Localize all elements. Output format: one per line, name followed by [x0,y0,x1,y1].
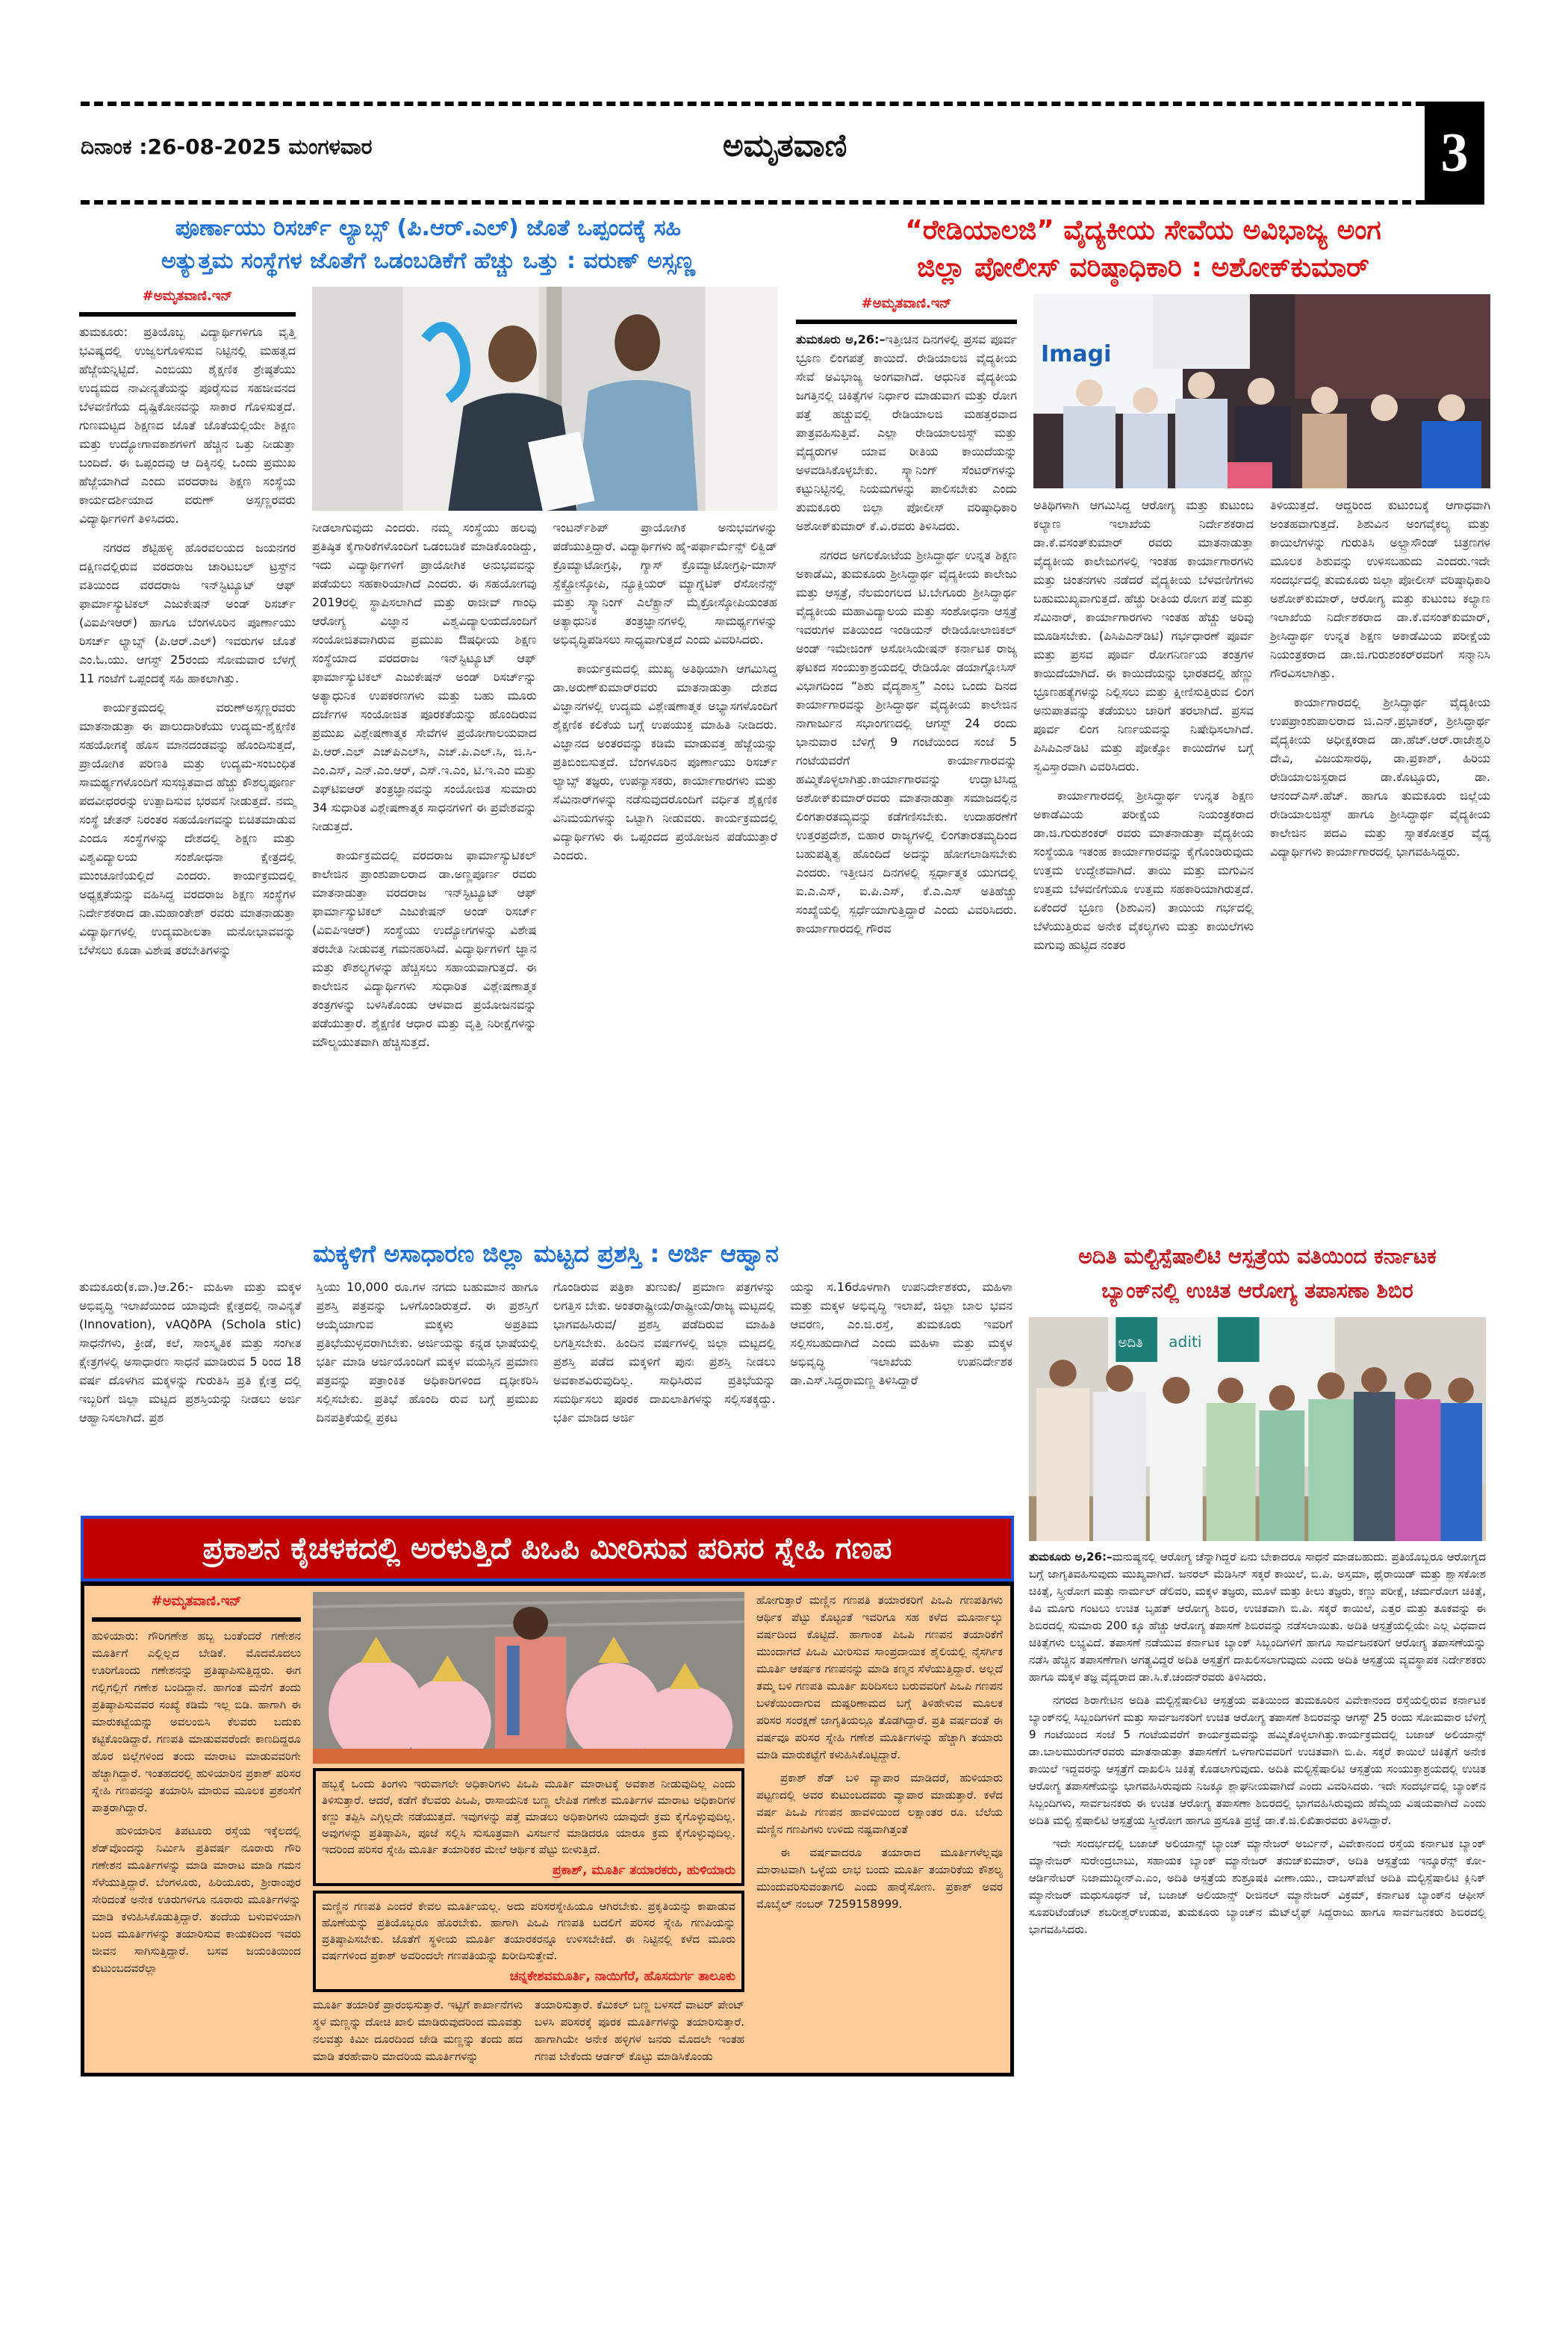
ganapa-p5: ಈ ವರ್ಷವಾದರೂ ತಯಾರಾದ ಮೂರ್ತಿಗಳೆಲ್ಲವೂ ಮಾರಾಟವಾಗಿ ಒಳ್ಳೆಯ ಲಾಭ ಬಂದು ಮೂರ್ತಿ ತಯಾರಿಕೆಯ ಕೌಶಲ್ಯ ಮುಂದುವರಿಸುವಂತಾಗಲಿ ಎಂದು ಹಾರೈಸೋಣ. ಪ್ರಕಾಶ್ ಅವರ ಮೊಬೈಲ್ ನಂಬರ್ 7259158999. [756,1846,1003,1911]
ganapa-mid-columns [313,1997,744,2065]
radiology-p1 [796,330,1017,535]
purnayu-right-block [312,287,777,1062]
svg-text:Imagi: Imagi [1041,341,1112,367]
aditi-p1 [1029,1549,1486,1686]
radiology-tag: #ಅಮೃತವಾಣಿ.ಇನ್ [861,296,952,311]
aditi-sign-kannada: ಅದಿತಿ [1118,1335,1143,1351]
award-column-3: ಗೊಂಡಿರುವ ಪತ್ರಿಕಾ ತುಣುಕು/ ಪ್ರಮಾಣ ಪತ್ರಗಳನ್ನು ಲಗತ್ತಿಸ ಬೇಕು. ಅಂತರಾಷ್ಟ್ರೀಯ/ರಾಷ್ಟ್ರೀಯ/ರಾಜ್ಯ ಮಟ್ಟದಲ್ಲಿ ಭಾಗವಹಿಸಿರುವ/ ಪ್ರಶಸ್ತಿ ಪಡೆದಿರುವ ಮಾಹಿತಿ ಲಗತ್ತಿಸಬೇಕು. ಹಿಂದಿನ ವರ್ಷಗಳಲ್ಲಿ ಜಿಲ್ಲಾ ಮಟ್ಟದಲ್ಲಿ ಪ್ರಶಸ್ತಿ ಪಡೆದ ಮಕ್ಕಳಿಗೆ ಪುನಃ ಪ್ರಶಸ್ತಿ ನೀಡಲು ಅವಕಾಶವಿರುವುದಿಲ್ಲ. ಸಾಧಿಸಿರುವ ಪ್ರತಿಭೆಯನ್ನು ಸಮರ್ಥಿಸಲು ಪೂರಕ ದಾಖಲಾತಿಗಳನ್ನು ಸಲ್ಲಿಸತಕ್ಕದ್ದು. ಭರ್ತಿ ಮಾಡಿದ ಅರ್ಜಿ [553,1280,776,1425]
purnayu-p6: ಇಂಟರ್ನ್‌ಶಿಪ್ ಪ್ರಾಯೋಗಿಕ ಅನುಭವಗಳನ್ನು ಪಡೆಯುತ್ತಿದ್ದಾರೆ. ವಿದ್ಯಾರ್ಥಿಗಳು ಹೈ-ಪರ್ಫಾರ್ಮೆನ್ಸ್ ಲಿಕ್ವಿಡ್ ಕ್ರೊಮ್ಯಾಟೋಗ್ರಫಿ, ಗ್ಯಾಸ್ ಕ್ರೊಮ್ಯಾಟೋಗ್ರಫಿ-ಮಾಸ್ ಸ್ಪೆಕ್ಟ್ರೋಸ್ಕೋಪಿ, ನ್ಯೂಕ್ಲಿಯರ್ ಮ್ಯಾಗ್ನೆಟಿಕ್ ರೆಸೋನೆನ್ಸ್ ಮತ್ತು ಸ್ಕ್ಯಾನಿಂಗ್ ಎಲೆಕ್ಟ್ರಾನ್ ಮೈಕ್ರೋಸ್ಕೋಪಿಯಂತಹ ಅತ್ಯಾಧುನಿಕ ತಂತ್ರಜ್ಞಾನಗಳಲ್ಲಿ ಸಾಮರ್ಥ್ಯಗಳನ್ನು ಅಭಿವೃದ್ಧಿಪಡಿಸಲು ಸಾಧ್ಯವಾಗುತ್ತದೆ ಎಂದು ವಿವರಿಸಿದರು. [553,520,777,647]
ganapa-tag: #ಅಮೃತವಾಣಿ.ಇನ್ [151,1593,242,1609]
aditi-headline-line1: ಅದಿತಿ ಮಲ್ಟಿಸ್ಪೆಷಾಲಿಟಿ ಆಸ್ಪತ್ರೆಯ ವತಿಯಿಂದ ಕರ್ನಾಟಕ [1078,1244,1437,1269]
aditi-p3: ಇದೇ ಸಂದರ್ಭದಲ್ಲಿ ಬಜಾಜ್ ಅಲಿಯಾನ್ಸ್ ಬ್ಯಾಂಚ್ ಮ್ಯಾನೇಜರ್ ಅರ್ಜುನ್, ವಿವೇಕಾನಂದ ರಸ್ತೆಯ ಕರ್ನಾಟಕ ಬ್ಯಾಂಕ್ ಮ್ಯಾನೇಜರ್ ಸುರೇಂದ್ರಬಾಬು, ಸಹಾಯಕ ಬ್ಯಾಂಕ್ ಮ್ಯಾನೇಜರ್ ತನುಜ್‌ಕುಮಾರ್, ಅದಿತಿ ಆಸ್ಪತ್ರೆಯ ಇನ್ಶೂರೆನ್ಸ್ ಕೋ-ಆರ್ಡಿನೇಟರ್ ನಿಜಾಮುದ್ದೀನ್‌ಎ.ಎಂ, ಅದಿತಿ ಆಸ್ಪತ್ರೆಯ ಶುಶ್ರೂಷಕಿ ವೀಣಾ.ಯು., ದಾಬಸ್‌ಪೇಟೆ ಅದಿತಿ ಮಲ್ಟಿಸ್ಪೆಷಾಲಿಟಿ ಕ್ಲಿನಿಕ್ ಮ್ಯಾನೇಜರ್ ಮಧುಸೂಧನ್ ಜೆ, ಬಜಾಜ್ ಅಲಿಯಾನ್ಸ್ ರೀಜಿನಲ್ ಮ್ಯಾನೇಜರ್ ವಿಕ್ರಮ್, ಕರ್ನಾಟಕ ಬ್ಯಾಂಕ್‌ನ ಆಫೀಸ್ ಸೂಪರಿಟೆಂಡೆಂಟ್ ಶಬರೀಶ್ವರ್‌ಉಡುಪ, ತುಮಕೂರು ಬ್ಯಾಂಚ್‌ನ ಮೆಟ್‌ಲೈಫ್ ಸಿದ್ದರಾಜು ಹಾಗೂ ಸಾರ್ವಜನಕರು ಶಿಬಿರದಲ್ಲಿ ಭಾಗವಹಿಸಿದರು. [1029,1837,1486,1936]
radiology-headline-line1: “ರೇಡಿಯಾಲಜಿ” ವೈದ್ಯಕೀಯ ಸೇವೆಯ ಅವಿಭಾಜ್ಯ ಅಂಗ [905,215,1381,246]
purnayu-tag: #ಅಮೃತವಾಣಿ.ಇನ್ [142,288,233,304]
ganapa-quote-prakash [313,1768,744,1886]
ganapa-column-right [756,1592,1003,2065]
radiology-p5: ತಿಳಿಯುತ್ತದೆ. ಆದ್ದರಿಂದ ಕುಟುಂಬಕ್ಕೆ ಆಗಾಧವಾಗಿ ಅಂತಹವಾಗುತ್ತದೆ. ಶಿಶುವಿನ ಅಂಗವೈಕಲ್ಯ ಮತ್ತು ಕಾಯಿಲೆಗಳನ್ನು ಗುರುತಿಸಿ ಅಲ್ಟ್ರಾಸೌಂಡ್ ಚಿತ್ರಣಗಳ ಮೂಲಕ ಶಿಶುವನ್ನು ಉಳಿಸಬಹುದು ಎಂದರು.ಇದೇ ಸಂದರ್ಭದಲ್ಲಿ ತುಮಕೂರು ಜಿಲ್ಲಾ ಪೋಲೀಸ್ ವರಿಷ್ಠಾಧಿಕಾರಿ ಅಶೋಕ್‌ಕುಮಾರ್, ಆರೋಗ್ಯ ಮತ್ತು ಕುಟುಂಬ ಕಲ್ಯಾಣ ಇಲಾಖೆಯ ನಿರ್ದೇಶಕರಾದ ಡಾ.ಕೆ.ವಸಂತ್‌ಕುಮಾರ್, ಶ್ರೀಸಿದ್ಧಾರ್ಥ ಉನ್ನತ ಶಿಕ್ಷಣ ಅಕಾಡೆಮಿಯ ಪರೀಕ್ಷೆಯ ನಿಯಂತ್ರಕರಾದ ಡಾ.ಜಿ.ಗುರುಶಂಕರ್‌ರವರಿಗೆ ಸನ್ಮಾನಿಸಿ ಗೌರವಿಸಲಾಗಿತ್ತು. [1270,498,1490,680]
award-body [79,1278,1012,1427]
purnayu-mou-photo [312,287,777,511]
radiology-lower-columns [1033,496,1490,965]
page-number-box: 3 [1425,102,1484,205]
masthead-dashed-rule-bottom [81,200,1425,205]
purnayu-headline [79,212,777,278]
award-column-2: ಸ್ತಿಯು 10,000 ರೂ.ಗಳ ನಗದು ಬಹುಮಾನ ಹಾಗೂ ಪ್ರಶಸ್ತಿ ಪತ್ರವನ್ನು ಒಳಗೊಂಡಿರುತ್ತದೆ. ಈ ಪ್ರಶಸ್ತಿಗೆ ಆಯ್ಕೆಯಾಗುವ ಮಕ್ಕಳು ಅಪ್ರತಿಮ ಪ್ರತಿಭೆಯುಳ್ಳವರಾಗಿಬೇಕು. ಅರ್ಜಿಯನ್ನು ಕನ್ನಡ ಭಾಷೆಯಲ್ಲಿ ಭರ್ತಿ ಮಾಡಿ ಅರ್ಜಿಯೊಂದಿಗೆ ಮಕ್ಕಳ ವಯಸ್ಸಿನ ಪ್ರಮಾಣ ಪತ್ರವನ್ನು ಪತ್ರಾಂಕಿತ ಅಧಿಕಾರಿಗಳಿಂದ ದೃಢೀಕರಿಸಿ ಸಲ್ಲಿಸಬೇಕು. ಪ್ರತಿಭೆ ಹೊಂದಿ ರುವ ಬಗ್ಗೆ ಪ್ರಮುಖ ದಿನಪತ್ರಿಕೆಯಲ್ಲಿ ಪ್ರಕಟ [316,1280,538,1425]
ganapa-p4: ಪ್ರಕಾಶ್ ಶೆಡ್ ಬಳಿ ವ್ಯಾಪಾರ ಮಾಡಿದರೆ, ಹುಳಿಯಾರು ಪಟ್ಟಣದಲ್ಲಿ ಅವರ ಕುಟುಂಬದವರು ವ್ಯಾಪಾರ ಮಾಡುತ್ತಾರೆ. ಕಳೆದ ವರ್ಷ ಪಿಒಪಿ ಗಣಪನ ಹಾವಳಿಯಿಂದ ಲಕ್ಷಾಂತರ ರೂ. ಬೆಲೆಯ ಮಣ್ಣಿನ ಗಣಪಿಗಳು ಉಳಿದು ನಷ್ಟವಾಗಿತ್ತಂತೆ [756,1771,1003,1836]
purnayu-column-1 [79,287,296,970]
award-column-4: ಯನ್ನು ಸ.16ರೊಳಗಾಗಿ ಉಪನಿರ್ದೇಶಕರು, ಮಹಿಳಾ ಮತ್ತು ಮಕ್ಕಳ ಅಭಿವೃದ್ಧಿ ಇಲಾಖೆ, ಜಿಲ್ಲಾ ಬಾಲ ಭವನ ಆವರಣ, ಎಂ.ಜಿ.ರಸ್ತೆ, ತುಮಕೂರು ಇವರಿಗೆ ಸಲ್ಲಿಸಬಹುದಾಗಿದೆ ಎಂದು ಮಹಿಳಾ ಮತ್ತು ಮಕ್ಕಳ ಅಭಿವೃದ್ಧಿ ಇಲಾಖೆಯ ಉಪನಿರ್ದೇಶಕ ಡಾ.ಎಸ್.ಸಿದ್ದರಾಮಣ್ಣ ತಿಳಿಸಿದ್ದಾರೆ [790,1280,1012,1387]
aditi-body [1029,1549,1486,1938]
radiology-column-2 [1033,496,1254,965]
radiology-headline-line2: ಜಿಲ್ಲಾ ಪೋಲೀಸ್ ವರಿಷ್ಠಾಧಿಕಾರಿ : ಅಶೋಕ್‌ಕುಮಾರ್ [917,252,1369,283]
award-article [79,1236,1012,1427]
radiology-right-block [1033,294,1490,965]
purnayu-p2: ನಗರದ ಶೆಟ್ಟಿಹಳ್ಳಿ ಹೊರವಲಯದ ಜಯನಗರ ದಕ್ಷಿಣದಲ್ಲಿರುವ ವರದರಾಜ ಚಾರಿಟಬಲ್ ಟ್ರಸ್ಟ್‌ನ ವತಿಯಿಂದ ವರದರಾಜ ಇನ್‌ಸ್ಟಿಟ್ಯೂಟ್ ಆಫ್ ಫಾರ್ಮಾಸ್ಯುಟಿಕಲ್ ಎಜುಕೇಷನ್ ಅಂಡ್ ರಿಸರ್ಚ್ (ವಿಐಪಿಇಆರ್) ಹಾಗೂ ಬೆಂಗಳೂರಿನ ಪೂರ್ಣಾಯು ರಿಸರ್ಚ್ ಲ್ಯಾಬ್ಸ್ (ಪಿ.ಆರ್.ಎಲ್) ಇವರುಗಳ ಜೊತೆ ಎಂ.ಓ.ಯು. ಆಗಸ್ಟ್ 25ರಂದು ಸೋಮವಾರ ಬೆಳಗ್ಗೆ 11 ಗಂಟೆಗೆ ಒಪ್ಪಂದಕ್ಕೆ ಸಹಿ ಹಾಕಲಾಗಿತ್ತು. [79,541,296,685]
purnayu-body [79,287,777,1062]
quote-prakash-text: ಹಬ್ಬಕ್ಕೆ ಒಂದು ತಿಂಗಳು ಇರುವಾಗಲೇ ಅಧಿಕಾರಿಗಳು ಪಿಒಪಿ ಮೂರ್ತಿ ಮಾರಾಟಕ್ಕೆ ಅವಕಾಶ ನೀಡುವುದಿಲ್ಲ ಎಂದು ತಿಳಿಸುತ್ತಾರೆ. ಆದರೆ, ಕಡೆಗೆ ಕೆಲವರು ಪಿಒಪಿ, ರಾಸಾಯನಿಕ ಬಣ್ಣ ಲೇಪಿತ ಗಣೇಶ ಮೂರ್ತಿಗಳ ಮಾರಾಟ ಅಧಿಕಾರಿಗಳ ಕಣ್ಣು ತಪ್ಪಿಸಿ ಎಗ್ಗಿಲ್ಲದೇ ನಡೆಯುತ್ತದೆ. ಇವುಗಳನ್ನು ಪತ್ತೆ ಮಾಡಲು ಅಧಿಕಾರಿಗಳು ಯಾವುದೇ ಕ್ರಮ ಕೈಗೊಳ್ಳುವುದಿಲ್ಲ. ಅವುಗಳನ್ನು ಪ್ರತಿಷ್ಠಾಪಿಸಿ, ಪೂಜೆ ಸಲ್ಲಿಸಿ ಸುಸೂತ್ರವಾಗಿ ವಿಸರ್ಜನೆ ಮಾಡಿದರೂ ಯಾರೂ ಕ್ರಮ ಕೈಗೊಳ್ಳುವುದಿಲ್ಲ. ಇದರಿಂದ ಪರಿಸರ ಸ್ನೇಹಿ ಮೂರ್ತಿ ತಯಾರಿಕರ ಮೇಲೆ ಆರ್ಥಿಕ ಪೆಟ್ಟು ಬೀಳುತ್ತಿದೆ. [322,1777,735,1856]
ganapa-column-mid-b: ತಯಾರಿಸುತ್ತಾರೆ. ಕೆಮಿಕಲ್ ಬಣ್ಣ ಬಳಸದೆ ವಾಟರ್ ಪೇಂಟ್ ಬಳಸಿ ಪರಿಸರಕ್ಕೆ ಪೂರಕ ಮೂರ್ತಿಗಳನ್ನು ತಯಾರಿಸುತ್ತಾರೆ. ಹಾಗಾಗಿಯೇ ಅನೇಕ ಹಳ್ಳಿಗಳ ಜನರು ಮೊದಲೇ ಇಂತಹ ಗಣಪ ಬೇಕೆಂದು ಆರ್ಡರ್ ಕೊಟ್ಟು ಮಾಡಿಸಿಕೊಂಡು [535,1998,744,2063]
award-headline: ಮಕ್ಕಳಿಗೆ ಅಸಾಧಾರಣ ಜಿಲ್ಲಾ ಮಟ್ಟದ ಪ್ರಶಸ್ತಿ : ಅರ್ಜಿ ಆಹ್ವಾನ [313,1239,779,1268]
radiology-p6: ಕಾರ್ಯಾಗಾರದಲ್ಲಿ ಶ್ರೀಸಿದ್ಧಾರ್ಥ ವೈದ್ಯಕೀಯ ಉಪಪ್ರಾಂಶುಪಾಲರಾದ ಜಿ.ಎನ್.ಪ್ರಭಾಕರ್, ಶ್ರೀಸಿದ್ಧಾರ್ಥ ವೈದ್ಯಕೀಯ ಅಧೀಕ್ಷಕರಾದ ಡಾ.ಹೆಚ್.ಆರ್.ರಾಜೇಶ್ವರಿ ದೇವಿ, ವಿಜಯಸಾರಥಿ, ಡಾ.ಪ್ರಕಾಶ್, ಹಿರಿಯ ರೇಡಿಯಾಲಜಿಸ್ಟರಾದ ಡಾ.ಕೊಟ್ಟೂರು, ಡಾ. ಆನಂದ್‌ಎಸ್.ಹೆಚ್. ಹಾಗೂ ತುಮಕೂರು ಜಿಲ್ಲೆಯ ರೇಡಿಯಾಲಜಿಸ್ಟ್ ಹಾಗೂ ಶ್ರೀಸಿದ್ಧಾರ್ಥ ವೈದ್ಯಕೀಯ ಕಾಲೇಜಿನ ಪದವಿ ಮತ್ತು ಸ್ನಾತಕೋತ್ತರ ವೈದ್ಯ ವಿದ್ಯಾರ್ಥಿಗಳು ಕಾರ್ಯಾಗಾರದಲ್ಲಿ ಭಾಗವಹಿಸಿದ್ದರು. [1270,695,1490,859]
masthead-dashed-rule-top [81,102,1425,106]
radiology-column-3 [1270,496,1490,871]
aditi-camp-photo [1029,1317,1486,1541]
ganapa-column-left [92,1592,301,2065]
radiology-headline [796,212,1490,287]
award-column-1: ತುಮಕೂರು(ಕ.ವಾ.)ಆ.26:- ಮಹಿಳಾ ಮತ್ತು ಮಕ್ಕಳ ಅಭಿವೃದ್ಧಿ ಇಲಾಖೆಯಿಂದ ಯಾವುದೇ ಕ್ಷೇತ್ರದಲ್ಲಿ ನಾವಿನ್ಯತೆ (Innovation), vAQðPA (Schola stic) ಸಾಧನೆಗಳು, ಕ್ರೀಡೆ, ಕಲೆ, ಸಾಂಸ್ಕೃತಿಕ ಮತ್ತು ಸಂಗೀತ ಕ್ಷೇತ್ರಗಳಲ್ಲಿ ಅಸಾಧಾರಣ ಸಾಧನೆ ಮಾಡಿರುವ 5 ರಿಂದ 18 ವರ್ಷ ದೊಳಗಿನ ಮಕ್ಕಳನ್ನು ಗುರುತಿಸಿ ಪ್ರತಿ ಕ್ಷೇತ್ರ ದಲ್ಲಿ ಇಬ್ಬರಿಗೆ ಜಿಲ್ಲಾ ಮಟ್ಟದ ಪ್ರಶಸ್ತಿಯನ್ನು ನೀಡಲು ಅರ್ಜಿ ಆಹ್ವಾನಿಸಲಾಗಿದೆ. ಪ್ರಶ [79,1280,302,1425]
tag-rule [79,312,296,317]
aditi-dateline: ತುಮಕೂರು ಅ,26:– [1029,1550,1113,1564]
purnayu-p3: ಕಾರ್ಯಕ್ರಮದಲ್ಲಿ ವರುಣ್‌ಅಸ್ಸಣ್ಣರವರು ಮಾತನಾಡುತ್ತಾ ಈ ಪಾಲುದಾರಿಕೆಯು ಉದ್ಯಮ-ಶೈಕ್ಷಣಿಕ ಸಹಯೋಗಕ್ಕೆ ಹೊಸ ಮಾನದಂಡವನ್ನು ಹೊಂದಿಸುತ್ತದೆ, ಪ್ರಾಯೋಗಿಕ ಪರಿಣತಿ ಮತ್ತು ಉದ್ಯಮ-ಸಂಬಂಧಿತ ಸಾಮರ್ಥ್ಯಗಳೊಂದಿಗೆ ಸುಸಜ್ಜಿತವಾದ ಹೆಚ್ಚು ಕೌಶಲ್ಯಪೂರ್ಣ ಪದವೀಧರರನ್ನು ಉತ್ಪಾದಿಸುವ ಭರವಸೆ ನೀಡುತ್ತದೆ. ನಮ್ಮ ಸಂಸ್ಥೆ ಚೇತನ್ ನಿರಂತರ ಸಹಯೋಗವನ್ನು ಬಿಚಿತಮಾಡುವ ಎಂದೂ ಸಂಸ್ಥೆಗಳನ್ನು ದೇಶದಲ್ಲಿ ಶಿಕ್ಷಣ ಮತ್ತು ವಿಶ್ವವಿದ್ಯಾಲಯ ಸಂಶೋಧನಾ ಕ್ಷೇತ್ರದಲ್ಲಿ ಮುಂಚೂಣಿಯಲ್ಲಿದೆ ಎಂದರು. ಕಾರ್ಯಕ್ರಮದಲ್ಲಿ ಅಧ್ಯಕ್ಷತೆಯನ್ನು ವಹಿಸಿದ್ದ ವರದರಾಜ ಶಿಕ್ಷಣ ಸಂಸ್ಥೆಗಳ ನಿರ್ದೇಶಕರಾದ ಡಾ.ಮಹಾಂತೇಶ್ ರವರು ಮಾತನಾಡುತ್ತಾ ವಿದ್ಯಾರ್ಥಿಗಳಲ್ಲಿ ಉದ್ಯಮಶೀಲತಾ ಮನೋಭಾವವನ್ನು ಬೆಳೆಸಲು ಕೂಡಾ ವಿಶೇಷ ತರಬೇತಿಗಳನ್ನು [79,700,296,957]
masthead [81,102,1425,205]
radiology-body [796,294,1490,965]
ganapa-p3: ಹೋಗುತ್ತಾರೆ ಮಣ್ಣಿನ ಗಣಪತಿ ತಯಾರಕರಿಗೆ ಪಿಒಪಿ ಗಣಪತಿಗಳು ಆರ್ಥಿಕ ಪೆಟ್ಟು ಕೊಟ್ಟಂತೆ ಇವರಿಗೂ ಸಹ ಕಳೆದ ಮೂರ್ನಾಲ್ಕು ವರ್ಷದಿಂದ ಕೊಟ್ಟಿದೆ. ಹಾಗಾಂತ ಪಿಒಪಿ ಗಣಪನ ತಯಾರಿಕೆಗೆ ಮುಂದಾಗದೆ ಪಿಒಪಿ ಮೀರಿಸುವ ಸಾಂಪ್ರದಾಯಿಕ ಶೈಲಿಯಲ್ಲಿ ನೈಸರ್ಗಿಕ ಮೂರ್ತಿ ಆಕರ್ಷಕ ಗಣಪನನ್ನು ಮಾಡಿ ಕಣ್ಮನ ಸೆಳೆಯುತ್ತಿದ್ದಾರೆ. ಅಲ್ಲದೆ ತಮ್ಮ ಬಳಿ ಗಣಪತಿ ಮೂರ್ತಿ ಖರಿದಿಸಲು ಬರುವವರಿಗೆ ಪಿಒಪಿ ಗಣಪನ ಬಳಕೆಯಿಂದಾಗುವ ದುಷ್ಪರಿಣಾಮದ ಬಗ್ಗೆ ತಿಳಿಹೇಳುವ ಮೂಲಕ ಪರಿಸರ ಸಂರಕ್ಷಣೆ ಜಾಗೃತಿಯಲ್ಲೂ ತೊಡಗಿದ್ದಾರೆ. ಪ್ರತಿ ವರ್ಷದಂತೆ ಈ ವರ್ಷವೂ ಪರಿಸರ ಸ್ನೇಹಿ ಗಣೇಶ ಮೂರ್ತಿಗಳನ್ನು ಹೆಚ್ಚಾಗಿ ತಯಾರು ಮಾಡಿ ಮಾರುಕಟ್ಟೆಗೆ ಕಳುಹಿಸಿಕೊಟ್ಟಿದ್ದಾರೆ. [756,1593,1003,1761]
ganapa-column-mid-a: ಮೂರ್ತಿ ತಯಾರಿಕೆ ಪ್ರಾರಂಭಿಸುತ್ತಾರೆ. ಇಟ್ಟಿಗೆ ಕಾರ್ಖಾನೆಗಳು ಸ್ಥಳ ಮಣ್ಣನ್ನು ದೋಚಿ ಖಾಲಿ ಮಾಡಿರುವುದರಿಂದ ಮೂವತ್ತು ನಲವತ್ತು ಕಿಮೀ ದೂರದಿಂದ ಜೇಡಿ ಮಣ್ಣನ್ನು ತಂದು ಹದ ಮಾಡಿ ತರಹೇವಾರಿ ಮಾದರಿಯ ಮೂರ್ತಿಗಳನ್ನು [313,1998,523,2063]
radiology-column-1 [796,294,1017,948]
aditi-sign-english: aditi [1169,1333,1202,1351]
purnayu-p5: ಕಾರ್ಯಕ್ರಮದಲ್ಲಿ ವರದರಾಜ ಫಾರ್ಮಾಸ್ಯುಟಿಕಲ್ ಕಾಲೇಜಿನ ಪ್ರಾಂಶುಪಾಲರಾದ ಡಾ.ಅಣ್ಣಪೂರ್ಣ ರವರು ಮಾತನಾಡುತ್ತಾ ವರದರಾಜ ಇನ್‌ಸ್ಟಿಟ್ಯೂಟ್ ಆಫ್ ಫಾರ್ಮಾಸ್ಯುಟಿಕಲ್ ಎಜುಕೇಷನ್ ಅಂಡ್ ರಿಸರ್ಚ್ (ವಿಐಪಿಇಆರ್) ಸಂಸ್ಥೆಯು ಉದ್ಯೋಗಗಳನ್ನು ವಿಶೇಷ ತರಬೇತಿ ನೀಡುವತ್ತ ಗಮನಹರಿಸಿದೆ. ವಿದ್ಯಾರ್ಥಿಗಳಿಗೆ ಜ್ಞಾನ ಮತ್ತು ಕೌಶಲ್ಯಗಳನ್ನು ಹೆಚ್ಚಿಸಲು ಸಹಾಯವಾಗುತ್ತದೆ. ಈ ಕಾಲೇಜಿನ ವಿದ್ಯಾರ್ಥಿಗಳು ಸುಧಾರಿತ ವಿಶ್ಲೇಷಣಾತ್ಮಕ ತಂತ್ರಗಳನ್ನು ಬಳಸಿಕೊಂಡು ಆಳವಾದ ಪ್ರಯೋಜನವನ್ನು ಪಡೆಯುತ್ತಾರೆ. ಶೈಕ್ಷಣಿಕ ಆಧಾರ ಮತ್ತು ವೃತ್ತಿ ನಿರೀಕ್ಷೆಗಳನ್ನು ಮೌಲ್ಯಯುತವಾಗಿ ಹೆಚ್ಚಿಸುತ್ತದೆ. [312,848,537,1049]
purnayu-p1: ತುಮಕೂರು: ಪ್ರತಿಯೊಬ್ಬ ವಿದ್ಯಾರ್ಥಿಗಳಿಗೂ ವೃತ್ತಿ ಭವಿಷ್ಯದಲ್ಲಿ ಉಜ್ವಲಗೊಳಿಸುವ ನಿಟ್ಟಿನಲ್ಲಿ ಮಹತ್ವದ ಹೆಜ್ಜೆಯನ್ನಿಟ್ಟಿದೆ. ಎಂಬಿಯು ಶೈಕ್ಷಣಿಕ ಶ್ರೇಷ್ಠತೆಯು ಉದ್ಯಮದ ನಾವೀನ್ಯತೆಯನ್ನು ಪೂರೈಸುವ ಸಹಜೀವನದ ಬೆಳವಣಿಗೆಯ ದೃಷ್ಟಿಕೋನವನ್ನು ಸಾಕಾರ ಗೊಳಿಸುತ್ತದೆ. ಗುಣಮಟ್ಟದ ಶಿಕ್ಷಣದ ಜೊತೆ ಜೊತೆಯಲ್ಲಿಯೇ ಶಿಕ್ಷಣ ಮತ್ತು ಉದ್ಯೋಗಾವಕಾಶಗಳಿಗೆ ಹೆಚ್ಚಿನ ಒತ್ತು ನೀಡುತ್ತಾ ಬಂದಿದೆ. ಈ ಒಪ್ಪಂದವು ಆ ದಿಕ್ಕಿನಲ್ಲಿ ಒಂದು ಪ್ರಮುಖ ಹೆಜ್ಜೆಯಾಗಿದೆ ಎಂದು ವರದರಾಜ ಶಿಕ್ಷಣ ಸಂಸ್ಥೆಯ ಕಾರ್ಯದರ್ಶಿಯಾದ ವರುಣ್ ಅಸ್ಸಣ್ಣರವರು ವಿದ್ಯಾರ್ಥಿಗಳಿಗೆ ತಿಳಿಸಿದರು. [79,325,296,526]
purnayu-article [79,212,777,1062]
radiology-article [796,212,1490,965]
ganapa-banner-headline: ಪ್ರಕಾಶನ ಕೈಚಳಕದಲ್ಲಿ ಅರಳುತ್ತಿದೆ ಪಿಒಪಿ ಮೀರಿಸುವ ಪರಿಸರ ಸ್ನೇಹಿ ಗಣಪ [81,1516,1014,1581]
ganapa-quote-channakeshava [313,1891,744,1992]
ganapa-idols-photo [313,1592,744,1764]
purnayu-column-2 [312,518,537,1062]
radiology-p2: ನಗರದ ಅಗಲಕೋಟೆಯ ಶ್ರೀಸಿದ್ಧಾರ್ಥ ಉನ್ನತ ಶಿಕ್ಷಣ ಅಕಾಡೆಮಿ, ತುಮಕೂರು ಶ್ರೀಸಿದ್ಧಾರ್ಥ ವೈದ್ಯಕೀಯ ಕಾಲೇಜು ಮತ್ತು ಆಸ್ಪತ್ರೆ, ನೆಲಮಂಗಲದ ಟಿ.ಬೇಗೂರು ಶ್ರೀಸಿದ್ಧಾರ್ಥ ವೈದ್ಯಕೀಯ ಮಹಾವಿದ್ಯಾಲಯ ಮತ್ತು ಸಂಶೋಧನಾ ಆಸ್ಪತ್ರೆ ಇವರುಗಳ ವತಿಯಿಂದ ಇಂಡಿಯನ್ ರೇಡಿಯೋಲಾಜಿಕಲ್ ಅಂಡ್ ಇಮೇಜಿಂಗ್ ಅಸೋಸಿಯೇಷನ್ ಕರ್ನಾಟಕ ರಾಜ್ಯ ಘಟಕದ ಸಂಯುಕ್ತಾಶ್ರಯದಲ್ಲಿ ರೇಡಿಯೋ ಡಯಾಗ್ನೋಸಿಸ್ ವಿಭಾಗದಿಂದ “ಶಿಶು ವೈದ್ಯಶಾಸ್ತ್ರ” ಎಂಬ ಒಂದು ದಿನದ ಕಾರ್ಯಾಗಾರವನ್ನು ಶ್ರೀಸಿದ್ಧಾರ್ಥ ವೈದ್ಯಕೀಯ ಕಾಲೇಜಿನ ನಾಗಾರ್ಜುನ ಸಭಾಂಗಣದಲ್ಲಿ ಆಗಸ್ಟ್ 24 ರಂದು ಭಾನುವಾರ ಬೆಳಿಗ್ಗೆ 9 ಗಂಟೆಯಿಂದ ಸಂಜೆ 5 ಗಂಟೆಯವರೆಗೆ ಕಾರ್ಯಾಗಾರವನ್ನು ಹಮ್ಮಿಕೊಳ್ಳಲಾಗಿತ್ತು.ಕಾರ್ಯಾಗಾರವನ್ನು ಉದ್ಘಾಟಿಸಿದ್ದ ಅಶೋಕ್‌ಕುಮಾರ್‌ರವರು ಮಾತನಾಡುತ್ತಾ ಸಮಾಜದಲ್ಲಿನ ಲಿಂಗತಾರತಮ್ಯವನ್ನು ಕಡೆಗಣಿಸಬೇಕು. ಉದಾಹರಣೆಗೆ ಉತ್ತರಪ್ರದೇಶ, ಬಿಹಾರ ರಾಜ್ಯಗಳಲ್ಲಿ ಲಿಂಗತಾರತಮ್ಯದಿಂದ ಬಹುಪತ್ನಿತ್ವ ಹೊಂದಿದೆ ಅದನ್ನು ಹೋಗಲಾಡಿಸಬೇಕು ಎಂದರು. ಇತ್ತೀಚಿನ ದಿನಗಳಲ್ಲಿ ಸ್ಪರ್ಧಾತ್ಮಕ ಯುಗದಲ್ಲಿ ಐ.ಎ.ಎಸ್, ಐ.ಪಿ.ಎಸ್, ಕೆ.ಎ.ಎಸ್ ಅತಿಹೆಚ್ಚು ಸಂಖ್ಯೆಯಲ್ಲಿ ಸ್ಪರ್ಧೆಯಾಗುತ್ತಿದ್ದಾರೆ ಎಂದು ವಿವರಿಸಿದರು. ಕಾರ್ಯಾಗಾರದಲ್ಲಿ ಗೌರವ [796,548,1017,936]
quote-channakeshava-attribution: ಚನ್ನಕೇಶವಮೂರ್ತಿ, ನಾಯಿಗೆರೆ, ಹೊಸದುರ್ಗ ತಾಲೂಕು [509,1969,735,1984]
quote-channakeshava-text: ಮಣ್ಣಿನ ಗಣಪತಿ ಎಂದರೆ ಕೇವಲ ಮೂರ್ತಿಯಲ್ಲ. ಅದು ಪರಿಸರಸ್ನೇಹಿಯೂ ಆಗಿರಬೇಕು. ಪ್ರಕೃತಿಯನ್ನು ಕಾಪಾಡುವ ಹೊಣೆಯನ್ನು ಪ್ರತಿಯೊಬ್ಬರೂ ಹೊರಬೇಕು. ಹಾಗಾಗಿ ಪಿಒಪಿ ಗಣಪತಿ ಬದಲಿಗೆ ಪರಿಸರ ಸ್ನೇಹಿ ಗಣಪಿಯನ್ನು ಪ್ರತಿಷ್ಠಾಪಿಸಬೇಕು. ಜೊತೆಗೆ ಸ್ಥಳೀಯ ಮೂರ್ತಿ ತಯಾರಕರನ್ನೂ ಉಳಿಸಬೇಕಿದೆ. ಈ ನಿಟ್ಟಿನಲ್ಲಿ ಕಳೆದ ಮೂರು ವರ್ಷಗಳಿಂದ ಪ್ರಕಾಶ್ ಅವರಿಂದಲೇ ಗಣಪತಿಯನ್ನು ಖರೀದಿಸುತ್ತೇವೆ. [322,1900,735,1962]
ganapa-p1: ಹುಳಿಯಾರು: ಗೌರಿಗಣೇಶ ಹಬ್ಬ ಬಂತೆಂದರೆ ಗಣೇಶನ ಮೂರ್ತಿಗೆ ಎಲ್ಲಿಲ್ಲದ ಬೇಡಿಕೆ. ಮೊದಮೊದಲು ಊರಿಗೊಂದು ಗಣೇಶನನ್ನು ಪ್ರತಿಷ್ಠಾಪಿಸುತ್ತಿದ್ದರು. ಈಗ ಗಲ್ಲಿಗಲ್ಲಿಗೆ ಗಣೇಶ ಬಂದಿದ್ದಾನೆ. ಹಾಗಂತ ಮನೆಗೆ ತಂದು ಪ್ರತಿಷ್ಠಾಪಿಸುವವರ ಸಂಖ್ಯೆ ಕಡಿಮೆ ಇಲ್ಲ ಬಿಡಿ. ಹಾಗಾಗಿ ಈ ಮಾರುಕಟ್ಟೆಯನ್ನು ಅವಲಂಬಿಸಿ ಕೆಲವರು ಬದುಕು ಕಟ್ಟಿಕೊಂಡಿದ್ದಾರೆ. ಗಣಪತಿ ಮಾಡುವವರೆಂದೇ ಕಾಣದಿದ್ದರೂ ಹೊರ ಜಿಲ್ಲೆಗಳಿಂದ ತಂದು ಮಾರಾಟ ಮಾಡುವವರಿಗೇ ಹೆಚ್ಚಾಗಿದ್ದಾರೆ. ಇಂತಹದರಲ್ಲಿ ಹುಳಿಯಾರಿನ ಪ್ರಕಾಶ್ ಪರಿಸರ ಸ್ನೇಹಿ ಗಣಪನನ್ನು ತಯಾರಿಸಿ ಮಾರುವ ಮೂಲಕ ಪ್ರಶಂಸೆಗೆ ಪಾತ್ರರಾಗಿದ್ದಾರೆ. [92,1629,301,1814]
issue-date: ದಿನಾಂಕ :26-08-2025 ಮಂಗಳವಾರ [81,134,373,159]
aditi-headline [1029,1239,1486,1308]
ganapa-box [81,1586,1014,2076]
radiology-workshop-photo [1033,294,1490,488]
ganapa-middle-block [313,1592,744,2065]
purnayu-column-3 [553,518,778,875]
radiology-dateline: ತುಮಕೂರು ಅ,26:– [796,332,886,346]
radiology-p4: ಕಾರ್ಯಾಗಾರದಲ್ಲಿ ಶ್ರೀಸಿದ್ಧಾರ್ಥ ಉನ್ನತ ಶಿಕ್ಷಣ ಅಕಾಡೆಮಿಯ ಪರೀಕ್ಷೆಯ ನಿಯಂತ್ರಕರಾದ ಡಾ.ಜಿ.ಗುರುಶಂಕರ್ ರವರು ಮಾತನಾಡುತ್ತಾ ವೈದ್ಯಕೀಯ ಸಂಸ್ಥೆಯೂ ಇತಂಹ ಕಾರ್ಯಾಗಾರವನ್ನು ಕೈಗೊಂಡಿರುವುದು ಉತ್ತಮ ಉದ್ದೇಶವಾಗಿದೆ. ತಾಯಿ ಮತ್ತು ಮಗುವಿನ ಉತ್ತಮ ಬೆಳವಣಿಗೆಯೂ ಉತ್ತಮ ಸಹಕಾರಿಯಾಗಿರುತ್ತದೆ. ಏಕೆಂದರೆ ಭ್ರೂಣ (ಶಿಶುವಿನ) ತಾಯಿಯ ಗರ್ಭದಲ್ಲಿ ಬೆಳೆಯುತ್ತಿರುವ ಅನೇಕ ವೈಕಲ್ಯಗಳು ಮತ್ತು ಕಾಯಿಲೆಗಳು ಮಗುವು ಹುಟ್ಟಿದ ನಂತರ [1033,788,1254,952]
quote-prakash-attribution: ಪ್ರಕಾಶ್, ಮೂರ್ತಿ ತಯಾರಕರು, ಹುಳಿಯಾರು [553,1863,735,1878]
purnayu-lower-columns [312,518,777,1062]
aditi-p1-text: ಮನುಷ್ಯನಲ್ಲಿ ಆರೋಗ್ಯ ಚೆನ್ನಾಗಿದ್ದರೆ ಏನು ಬೇಕಾದರೂ ಸಾಧನೆ ಮಾಡಬಹುದು. ಪ್ರತಿಯೊಬ್ಬರೂ ಆರೋಗ್ಯದ ಬಗ್ಗೆ ಜಾಗೃತಿವಹಿಸುವುದು ಮುಖ್ಯವಾಗಿದೆ. ಜನರಲ್ ಮೆಡಿಸಿನ್ ಸಕ್ಕರೆ ಕಾಯಿಲೆ, ಬಿ.ಪಿ. ಅಸ್ತಮಾ, ಥೈರಾಯಿಡ್ ಮತ್ತು ಶ್ವಾಸಕೋಶ ಚಿಕಿತ್ಸೆ, ಸ್ತ್ರೀರೋಗ ಮತ್ತು ನಾರ್ಮಲ್ ಡೆಲಿವರಿ, ಮಕ್ಕಳ ತಜ್ಞರು, ಮೂಳೆ ಮತ್ತು ಕೀಲು ತಜ್ಞರು, ಕಣ್ಣು ಪರೀಕ್ಷೆ, ಚರ್ಮರೋಗ ಚಿಕಿತ್ಸೆ, ಕಿವಿ ಮೂಗು ಗಂಟಲು ಉಚಿತ ಬೃಹತ್ ಆರೋಗ್ಯ ಶಿಬಿರ, ಉಚಿತವಾಗಿ ಬಿ.ಪಿ. ಸಕ್ಕರೆ ಕಾಯಿಲೆ, ಎತ್ತರ ಮತ್ತು ತೂಕವನ್ನು ಈ ಶಿಬಿರದಲ್ಲಿ ಸುಮಾರು 200 ಕ್ಕೂ ಹೆಚ್ಚು ಆರೋಗ್ಯ ತಪಾಸಣೆ ಶಿಬಿರವನ್ನು ನಡೆಸಲಾಯಿತು. ಅದಿತಿ ಆಸ್ಪತ್ರೆಯಲ್ಲಿಯೇ ಎಲ್ಲ ವಿಧವಾದ ಚಿಕಿತ್ಸೆಗಳು ಲಭ್ಯವಿದೆ. ತಪಾಸಣೆ ನಡೆಯುವ ಕರ್ನಾಟಕ ಬ್ಯಾಂಕ್ ಸಿಬ್ಬಂದಿಗಳಿಗೆ ಹಾಗೂ ಸಾರ್ವಜನಕರಿಗೆ ಆರೋಗ್ಯ ತಪಾಸಣೆಯನ್ನು ನಡೆಸಿ ಹೆಚ್ಚಿನ ತಪಾಸಣೆಗಾಗಿ ಅಗತ್ಯವಿದ್ದರೆ ಅದಿತಿ ಆಸ್ಪತ್ರೆಗೆ ದಾಖಲಿಸಲಾಗುವುದು ಎಂದು ಅದಿತಿ ಆಸ್ಪತ್ರೆಯ ವ್ಯವಸ್ಥಾಪಕ ನಿರ್ದೇಶಕರು ಹಾಗೂ ಮಕ್ಕಳ ತಜ್ಞ ವೈದ್ಯರಾದ ಡಾ.ಸಿ.ಕೆ.ಚಂದನ್‌ರವರು ತಿಳಿಸಿದರು. [1029,1550,1486,1684]
radiology-p1-text: ಇತ್ತೀಚಿನ ದಿನಗಳಲ್ಲಿ ಪ್ರಸವ ಪೂರ್ವ ಭ್ರೂಣ ಲಿಂಗಪತ್ತೆ ಕಾಯಿದೆ. ರೇಡಿಯಾಲಜಿ ವೈದ್ಯಕೀಯ ಸೇವೆ ಅವಿಭಾಜ್ಯ ಅಂಗವಾಗಿದೆ. ಆಧುನಿಕ ವೈದ್ಯಕೀಯ ಜಗತ್ತಿನಲ್ಲಿ ಚಿಕಿತ್ಸೆಗಳ ನಿರ್ಧಾರ ಮಾಡುವಾಗ ಮತ್ತು ರೋಗ ಪತ್ತೆ ಹಚ್ಚುವಲ್ಲಿ ರೇಡಿಯಾಲಜಿ ಮಹತ್ತರವಾದ ಪಾತ್ರವಹಿಸುತ್ತಿವೆ. ಎಲ್ಲಾ ರೇಡಿಯಾಲಜಿಸ್ಟ್ ಮತ್ತು ವೈದ್ಯರುಗಳ ಯಾವ ರೀತಿಯ ಕಾಯಿದೆಯನ್ನು ಅಳವಡಿಸಿಕೊಳ್ಳಬೇಕು. ಸ್ಕ್ಯಾನಿಂಗ್ ಸೆಂಟರ್‌ಗಳನ್ನು ಕಟ್ಟುನಿಟ್ಟಿನಲ್ಲಿ ನಿಯಮಗಳನ್ನು ಪಾಲಿಸಬೇಕು ಎಂದು ತುಮಕೂರು ಜಿಲ್ಲಾ ಪೋಲೀಸ್ ವರಿಷ್ಠಾಧಿಕಾರಿ ಅಶೋಕ್‌ಕುಮಾರ್ ಕೆ.ವಿ.ರವರು ತಿಳಿಸಿದರು. [796,332,1017,533]
ganapa-p2: ಹುಳಿಯಾರಿನ ತಿಪಟೂರು ರಸ್ತೆಯ ಇಕ್ಕೆಲದಲ್ಲಿ ಶೆಡ್‌ವೊಂದನ್ನು ನಿರ್ಮಿಸಿ ಪ್ರತಿವರ್ಷ ನೂರಾರು ಗೌರಿ ಗಣೇಶನ ಮೂರ್ತಿಗಳನ್ನು ಮಾಡಿ ಮಾರಾಟ ಮಾಡಿ ಗಮನ ಸೆಳೆಯುತ್ತಿದ್ದಾರೆ. ಬೆಂಗಳೂರು, ಹಿರಿಯೂರು, ಶ್ರೀರಾಂಪುರ ಸೇರಿದಂತೆ ಅನೇಕ ಊರುಗಳಿಗೂ ನೂರಾರು ಮೂರ್ತಿಗಳನ್ನು ಮಾಡಿ ಕಳುಹಿಸಿಕೊಡುತ್ತಿದ್ದಾರೆ. ತಂದೆಯ ಬಳುವಳಿಯಾಗಿ ಬಂದ ಮೂರ್ತಿಗಳನ್ನು ತಯಾರಿಸುವ ಕಾಯಕದಿಂದ ಇವರು ಜೀವನ ಸಾಗಿಸುತ್ತಿದ್ದಾರೆ. ಬಸವ ಜಯಂತಿಯಿಂದ ಕುಟುಂಬದವರೆಲ್ಲಾ [92,1824,301,1975]
radiology-p3: ಅತಿಥಿಗಳಾಗಿ ಆಗಮಿಸಿದ್ದ ಆರೋಗ್ಯ ಮತ್ತು ಕುಟುಂಬ ಕಲ್ಯಾಣ ಇಲಾಖೆಯ ನಿರ್ದೇಶಕರಾದ ಡಾ.ಕೆ.ವಸಂತ್‌ಕುಮಾರ್ ರವರು ಮಾತನಾಡುತ್ತಾ ವೈದ್ಯಕೀಯ ಕಾಲೇಜುಗಳಲ್ಲಿ ಇಂತಹ ಕಾರ್ಯಾಗಾರಗಳು ಮತ್ತು ಚಿಂತನಗಳು ನಡೆದರೆ ವೈದ್ಯಕೀಯ ಬೆಳವಣಿಗೆಗಳು ಬಹುಮುಖ್ಯವಾಗುತ್ತದೆ. ಹೆಚ್ಚು ರೀತಿಯ ರೋಗ ಪತ್ತೆ ಮತ್ತು ಸೆಮಿನಾರ್, ಕಾರ್ಯಾಗಾರಗಳು ಇಂತಹ ಹೆಚ್ಚು ಅರಿವು ಮೂಡಿಸಬೇಕು. (ಪಿಸಿಪಿಎನ್‌ಡಿಟಿ) ಗರ್ಭಧಾರಣೆ ಪೂರ್ವ ಮತ್ತು ಪ್ರಸವ ಪೂರ್ವ ರೋಗನಿರ್ಣಯ ತಂತ್ರಗಳ ಕಾಯಿದೆಯಾಗಿದೆ. ಈ ಕಾಯಿದೆಯನ್ನು ಭಾರತದಲ್ಲಿ ಹೆಣ್ಣು ಭ್ರೂಣಹತ್ಯೆಗಳನ್ನು ನಿಲ್ಲಿಸಲು ಮತ್ತು ಕ್ಷೀಣಿಸುತ್ತಿರುವ ಲಿಂಗ ಅನುಪಾತವನ್ನು ತಡೆಯಲು ಜಾರಿಗೆ ತರಲಾಗಿದೆ. ಪ್ರಸವ ಪೂರ್ವ ಲಿಂಗ ನಿರ್ಣಯವನ್ನು ನಿಷೇಧಿಸಲಾಗಿದೆ. ಪಿಸಿಪಿಎನ್‌ಡಿಟಿ ಮತ್ತು ಪೋಕ್ಸೋ ಕಾಯಿದೆಗಳ ಬಗ್ಗೆ ಸ್ವವಿಸ್ತಾರವಾಗಿ ವಿವರಿಸಿದರು. [1033,498,1254,774]
newspaper-name: ಅಮೃತವಾಣಿ [723,127,847,164]
aditi-headline-line2: ಬ್ಯಾಂಕ್‌ನಲ್ಲಿ ಉಚಿತ ಆರೋಗ್ಯ ತಪಾಸಣಾ ಶಿಬಿರ [1101,1278,1413,1303]
purnayu-headline-line1: ಪೂರ್ಣಾಯು ರಿಸರ್ಚ್ ಲ್ಯಾಬ್ಸ್ (ಪಿ.ಆರ್.ಎಲ್) ಜೊತೆ ಒಪ್ಪಂದಕ್ಕೆ ಸಹಿ [175,215,682,241]
purnayu-headline-line2: ಅತ್ಯುತ್ತಮ ಸಂಸ್ಥೆಗಳ ಜೊತೆಗೆ ಒಡಂಬಡಿಕೆಗೆ ಹೆಚ್ಚು ಒತ್ತು : ವರುಣ್ ಅಸ್ಸಣ್ಣ [161,248,695,274]
aditi-p2: ನಗರದ ಶಿರಾಗೇಟಿನ ಅದಿತಿ ಮಲ್ಟಿಸ್ಪೆಷಾಲಿಟಿ ಆಸ್ಪತ್ರೆಯ ವತಿಯಿಂದ ತುಮಕೂರಿನ ವಿವೇಕಾನಂದ ರಸ್ತೆಯಲ್ಲಿರುವ ಕರ್ನಾಟಕ ಬ್ಯಾಂಕ್‌ನಲ್ಲಿ ಸಿಬ್ಬಂದಿಗಳಿಗೆ ಮತ್ತು ಸಾರ್ವಜನಕರಿಗೆ ಉಚಿತ ಆರೋಗ್ಯ ತಪಾಸಣೆ ಶಿಬಿರವನ್ನು ಆಗಸ್ಟ್ 25 ರಂದು ಸೋಮವಾರ ಬೆಳಿಗ್ಗೆ 9 ಗಂಟೆಯಿಂದ ಸಂಜೆ 5 ಗಂಟೆಯವರೆಗೆ ಕಾರ್ಯಕ್ರಮವನ್ನು ಹಮ್ಮಿಕೊಳ್ಳಲಾಗಿತ್ತು.ಕಾರ್ಯಕ್ರಮದಲ್ಲಿ ಬಜಾಜ್ ಅಲಿಯಾನ್ಸ್ ಡಾ.ಬಾಲಮುರುಗನ್‌ರವರು ಮಾತನಾಡುತ್ತಾ ತಪಾಸಣೆಗೆ ಒಳಗಾಗುವವರಿಗೆ ಉಚಿತವಾಗಿ ಬಿ.ಪಿ. ಸಕ್ಕರೆ ಕಾಯಿಲೆ ಚಿಕಿತ್ಸೆಗೆ ಅನೇಕ ಕಾಯಿಲೆ ಇದ್ದವರನ್ನು ಆಸ್ಪತ್ರೆಗೆ ದಾಖಲಿಸಿ ಚಿಕಿತ್ಸೆ ಕೊಡಲಾಗುವುದು. ಅದಿತಿ ಮಲ್ಟಿಸ್ಪೆಷಾಲಿಟಿ ಆಸ್ಪತ್ರೆಯ ಸಂಯುಕ್ತಾಶ್ರಯದಲ್ಲಿ ಉಚಿತ ಆರೋಗ್ಯ ತಪಾಸಣೆಯನ್ನು ಭಾಗವಹಿಸಿರುವುದು ನಿಜಕ್ಕೂ ಶ್ಲಾಘನೀಯವಾಗಿದೆ ಎಂದು ವಿವರಿಸಿದರು. ಇದೇ ಸಂದರ್ಭದಲ್ಲಿ ಬ್ಯಾಂಕ್‌ನ ಸಿಬ್ಬಂದಿಗಳು, ಸಾರ್ವಜನಕರು ಈ ಉಚಿತ ಆರೋಗ್ಯ ತಪಾಸಣಾ ಶಿಬಿರದಲ್ಲಿ ಭಾಗವಹಿಸಿರುವುದು ಹೆಮ್ಮೆಯ ವಿಷಯವಾಗಿದೆ ಎಂದು ಅದಿತಿ ಮಲ್ಟಿ ಸ್ಪೆಷಾಲಿಟಿ ಆಸ್ಪತ್ರೆಯ ಸ್ತ್ರೀರೋಗ ಹಾಗೂ ಪ್ರಸೂತಿ ಪ್ರಜ್ಞೆ ಡಾ.ಕೆ.ಜಿ.ಲಿಖಿತಾರವರು ತಿಳಿಸಿದ್ದಾರೆ. [1029,1693,1486,1827]
aditi-article [1029,1239,1486,1938]
purnayu-p7: ಕಾರ್ಯಕ್ರಮದಲ್ಲಿ ಮುಖ್ಯ ಅತಿಥಿಯಾಗಿ ಆಗಮಿಸಿದ್ದ ಡಾ.ಅರುಣ್‌ಕುಮಾರ್‌ರವರು ಮಾತನಾಡುತ್ತಾ ದೇಶದ ವಿಜ್ಞಾನಗಳಲ್ಲಿ ಉದ್ಯಮ ವಿಶ್ಲೇಷಣಾತ್ಮಕ ಅಭ್ಯಾಸಗಳೊಂದಿಗೆ ಶೈಕ್ಷಣಿಕ ಕಲಿಕೆಯ ಬಗ್ಗೆ ಉಪಯುಕ್ತ ಮಾಹಿತಿ ನೀಡಿದರು. ವಿಜ್ಞಾನದ ಅಂತರವನ್ನು ಕಡಿಮೆ ಮಾಡುವತ್ತ ಹೆಜ್ಜೆಯನ್ನು ಪ್ರತಿಬಿಂಬಿಸುತ್ತದೆ. ಬೆಂಗಳೂರಿನ ಪೂರ್ಣಾಯು ರಿಸರ್ಚ್ ಲ್ಯಾಬ್ಸ್ ತಜ್ಞರು, ಉಪನ್ಯಾಸಕರು, ಕಾರ್ಯಾಗಾರಗಳು ಮತ್ತು ಸೆಮಿನಾರ್‌ಗಳನ್ನು ನಡೆಸುವುದರೊಂದಿಗೆ ವರ್ಧಿತ ಶೈಕ್ಷಣಿಕ ವಿನಿಮಯಗಳನ್ನು ಒಟ್ಟಾಗಿ ನೀಡುವರು. ಕಾರ್ಯಕ್ರಮದಲ್ಲಿ ವಿದ್ಯಾರ್ಥಿಗಳು ಈ ಒಪ್ಪಂದದ ಪ್ರಯೋಜನ ಪಡೆಯುತ್ತಾರೆ ಎಂದರು. [553,662,777,862]
tag-rule [92,1617,301,1622]
purnayu-p4: ನೀಡಲಾಗುವುದು ಎಂದರು. ನಮ್ಮ ಸಂಸ್ಥೆಯು ಹಲವು ಪ್ರತಿಷ್ಠಿತ ಕೈಗಾರಿಕೆಗಳೊಂದಿಗೆ ಒಡಂಬಡಿಕೆ ಮಾಡಿಕೊಂಡಿದ್ದು, ಇದು ವಿದ್ಯಾರ್ಥಿಗಳಿಗೆ ಪ್ರಾಯೋಗಿಕ ಅನುಭವವನ್ನು ಪಡೆಯಲು ಸಹಕಾರಿಯಾಗಿದೆ ಎಂದರು. ಈ ಸಹಯೋಗವು 2019ರಲ್ಲಿ ಸ್ಥಾಪಿಸಲಾಗಿದೆ ಮತ್ತು ರಾಜೀವ್ ಗಾಂಧಿ ಆರೋಗ್ಯ ವಿಜ್ಞಾನ ವಿಶ್ವವಿದ್ಯಾಲಯದೊಂದಿಗೆ ಸಂಯೋಜಿತವಾಗಿರುವ ಪ್ರಮುಖ ಔಷಧೀಯ ಶಿಕ್ಷಣ ಸಂಸ್ಥೆಯಾದ ವರದರಾಜ ಇನ್‌ಸ್ಟಿಟ್ಯೂಟ್ ಆಫ್ ಫಾರ್ಮಾಸ್ಯುಟಿಕಲ್ ಎಜುಕೇಷನ್ ಅಂಡ್ ರಿಸರ್ಚ್‌ನ್ನು ಅತ್ಯಾಧುನಿಕ ಉಪಕರಣಗಳು ಮತ್ತು ಬಹು ಮೂರು ದರ್ಜೆಗಳ ಸಂಯೋಜಿತ ಪೂರಕತೆಯನ್ನು ಹೊಂದಿರುವ ಪ್ರಮುಖ ವಿಶ್ಲೇಷಣಾತ್ಮಕ ಸೇವೆಗಳ ಪ್ರಯೋಗಾಲಯವಾದ ಪಿ.ಆರ್.ಎಲ್ ಎಚ್‌ಪಿಎಲ್‌ಸಿ, ಎಚ್.ಪಿ.ಎಲ್.ಸಿ, ಜಿ.ಸಿ-ಎಂ.ಎಸ್, ಎನ್.ಎಂ.ಆರ್, ಎಸ್.ಇ.ಎಂ, ಟಿ.ಇ.ಎಂ ಮತ್ತು ಎಫ್‌ಟಿಐಆರ್ ತಂತ್ರಜ್ಞಾನವನ್ನು ಸಂಯೋಜಿತ ಸುಮಾರು 34 ಸುಧಾರಿತ ವಿಶ್ಲೇಷಣಾತ್ಮಕ ಸಾಧನಗಳಿಗೆ ಈ ಪ್ರವೇಶವನ್ನು ನೀಡುತ್ತದೆ. [312,520,537,833]
ganapa-article [81,1516,1014,2076]
tag-rule [796,320,1017,324]
